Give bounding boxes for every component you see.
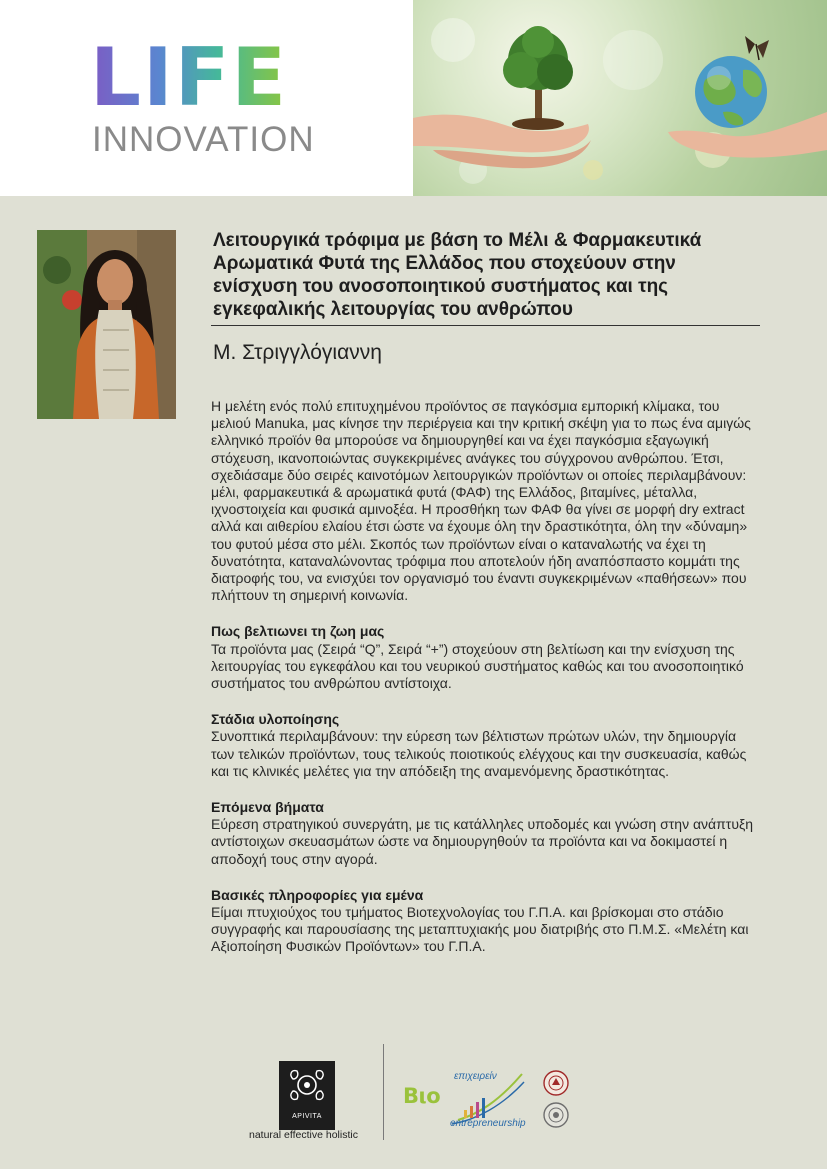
logo-divider	[383, 1044, 384, 1140]
section-text: Συνοπτικά περιλαμβάνουν: την εύρεση των βέλτιστων πρώτων υλών, την δημιουργία των τελικών προϊόντων, τους τελικούς ποιοτικούς ελέγχους και την συσκευασία, καθώς και τις κλινικές μελέτες για την απόδειξη της αναμενόμενης δραστικότητας.	[211, 728, 747, 779]
bio-wordmark: Bιo	[403, 1084, 441, 1108]
title-divider	[211, 325, 760, 326]
bio-english-text: entrepreneurship	[450, 1118, 526, 1129]
life-innovation-logo	[0, 0, 413, 196]
apivita-emblem-icon	[279, 1061, 335, 1111]
poster-body	[211, 398, 763, 956]
bio-entrepreneurship-logo	[398, 1066, 538, 1136]
section-text: Τα προϊόντα μας (Σειρά “Q”, Σειρά “+”) στοχεύουν στη βελτίωση και την ενίσχυση της λειτουργίας του εγκεφάλου και του νευρικού συστήματος καθώς και του ανοσοποιητικό συστήματος του ανθρώπου αντίστοιχα.	[211, 640, 744, 692]
author-name: Μ. Στριγγλόγιαννη	[213, 341, 382, 364]
section-text: Εύρεση στρατηγικού συνεργάτη, με τις κατάλληλες υποδομές και γνώση στην ανάπτυξη αντίστοιχων σκευασμάτων ώστε να δημιουργηθούν τα προϊόντα και να δοκιμαστεί η αποδοχή τους στην αγορά.	[211, 816, 754, 867]
hands-tree-globe-photo	[413, 0, 827, 196]
logo-life-text: LIFE	[90, 31, 289, 124]
institution-seal-icon	[543, 1102, 569, 1128]
logo-innovation-text: INNOVATION	[92, 120, 315, 159]
section-heading: Βασικές πληροφορίες για εμένα	[211, 886, 424, 903]
section-text: Είμαι πτυχιούχος του τμήματος Βιοτεχνολογίας του Γ.Π.Α. και βρίσκομαι στο στάδιο συγγραφής και παρουσίασης της μεταπτυχιακής μου διατριβής στο Π.Μ.Σ. «Μελέτη και Αξιοποίηση Φυσικών Προϊόντων» του Γ.Π.Α.	[211, 904, 749, 955]
university-seal-icon	[543, 1070, 569, 1096]
header-banner	[0, 0, 827, 196]
author-photo	[37, 230, 176, 419]
sponsor-logos	[0, 1040, 827, 1169]
intro-paragraph: Η μελέτη ενός πολύ επιτυχημένου προϊόντος σε παγκόσμια εμπορική κλίμακα, του μελιού Manuka, μας κίνησε την περιέργεια και την κριτική σκέψη για το πως ένα αμιγώς ελληνικό προϊόν θα μπορούσε να δημιουργηθεί και να έχει παγκόσμια εξαγωγική στόχευση, ικανοποιώντας συγκεκριμένες ανάγκες του σύγχρονου ανθρώπου. Έτσι, σχεδιάσαμε δύο σειρές καινοτόμων λειτουργικών προϊόντων οι οποίες περιλαμβάνουν: μέλι, φαρμακευτικά & αρωματικά φυτά (ΦΑΦ) της Ελλάδος, βιταμίνες, μέταλλα, ιχνοστοιχεία και φυσικά αμινοξέα. Η προσθήκη των ΦΑΦ θα γίνει σε μορφή dry extract αλλά και αιθερίου ελαίου έτσι ώστε να έχουμε όλη την δραστικότητα, όλη την «δύναμη» του φυτού μέσα στο μέλι. Σκοπός των προϊόντων είναι ο καταναλωτής να έχει τη δυνατότητα, καταναλώνοντας τρόφιμα που αποτελούν ήδη αναπόσπαστο κομμάτι της διατροφής του, να ενισχύει τον οργανισμό του έναντι συγκεκριμένων «παθήσεων» που πλήττουν τη σημερινή κοινωνία.	[211, 398, 751, 604]
section-about-me	[211, 887, 763, 956]
section-implementation-stages	[211, 711, 763, 780]
section-heading: Επόμενα βήματα	[211, 799, 324, 816]
apivita-tagline: natural effective holistic	[249, 1129, 358, 1141]
section-heading: Στάδια υλοποίησης	[211, 711, 340, 728]
section-next-steps	[211, 799, 763, 868]
section-how-it-improves	[211, 623, 763, 692]
apivita-name: APIVITA	[292, 1113, 322, 1120]
bio-greek-text: επιχειρείν	[454, 1071, 497, 1082]
apivita-logo	[279, 1061, 335, 1130]
poster-title: Λειτουργικά τρόφιμα με βάση το Μέλι & Φαρμακευτικά Αρωματικά Φυτά της Ελλάδος που στοχεύουν στην ενίσχυση του ανοσοποιητικού συστήματος και της εγκεφαλικής λειτουργίας του ανθρώπου	[213, 230, 702, 320]
section-heading: Πως βελτιωνει τη ζωη μας	[211, 623, 385, 640]
